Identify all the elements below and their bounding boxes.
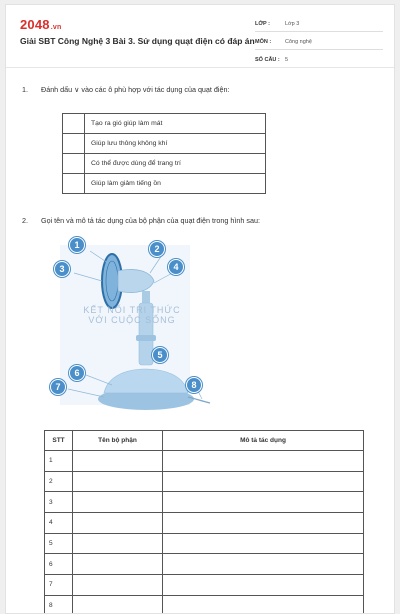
meta-key: LỚP : — [255, 21, 270, 27]
document-title: Giải SBT Công Nghệ 3 Bài 3. Sử dụng quạt điện có đáp án — [20, 36, 255, 46]
row-number: 4 — [45, 513, 73, 534]
table-row — [45, 595, 364, 614]
meta-key: MÔN : — [255, 39, 272, 45]
callout-badge-5: 5 — [152, 347, 168, 363]
table-row — [45, 533, 364, 554]
option-label: Giúp lưu thông không khí — [85, 134, 266, 154]
question-text: Đánh dấu ∨ vào các ô phù hợp với tác dụng của quạt điện: — [41, 85, 230, 94]
part-name-cell[interactable] — [73, 595, 163, 614]
answer-checkbox[interactable] — [63, 174, 85, 194]
part-name-cell[interactable] — [73, 533, 163, 554]
column-header-stt: STT — [45, 431, 73, 451]
checkbox-table — [62, 113, 266, 194]
callout-badge-2: 2 — [149, 241, 165, 257]
callout-badge-7: 7 — [50, 379, 66, 395]
table-row — [45, 513, 364, 534]
option-label: Giúp làm giảm tiếng ồn — [85, 174, 266, 194]
document-meta — [255, 17, 383, 71]
header-divider — [6, 67, 395, 68]
part-name-cell[interactable] — [73, 451, 163, 472]
row-number: 7 — [45, 575, 73, 596]
meta-row-class — [255, 17, 383, 32]
callout-badge-8: 8 — [186, 377, 202, 393]
table-row — [45, 492, 364, 513]
table-row — [45, 451, 364, 472]
description-cell[interactable] — [163, 492, 364, 513]
table-row — [45, 575, 364, 596]
table-row — [63, 134, 266, 154]
meta-value: Công nghệ — [285, 39, 312, 45]
callout-badge-3: 3 — [54, 261, 70, 277]
description-cell[interactable] — [163, 513, 364, 534]
watermark-line: VỚI CUỘC SỐNG — [88, 315, 176, 325]
part-name-cell[interactable] — [73, 554, 163, 575]
option-label: Có thể được dùng để trang trí — [85, 154, 266, 174]
part-name-cell[interactable] — [73, 471, 163, 492]
answer-checkbox[interactable] — [63, 154, 85, 174]
description-cell[interactable] — [163, 575, 364, 596]
table-row — [63, 154, 266, 174]
option-label: Tạo ra gió giúp làm mát — [85, 114, 266, 134]
callout-badge-1: 1 — [69, 237, 85, 253]
description-cell[interactable] — [163, 554, 364, 575]
part-name-cell[interactable] — [73, 575, 163, 596]
question-text: Gọi tên và mô tả tác dụng của bộ phận của quạt điện trong hình sau: — [41, 216, 260, 225]
site-logo[interactable]: 2048.vn — [20, 17, 62, 32]
row-number: 2 — [45, 471, 73, 492]
column-header-description: Mô tả tác dụng — [163, 431, 364, 451]
document-header — [6, 5, 395, 65]
row-number: 8 — [45, 595, 73, 614]
table-row — [63, 114, 266, 134]
meta-value: Lớp 3 — [285, 21, 300, 27]
description-cell[interactable] — [163, 533, 364, 554]
table-row — [45, 554, 364, 575]
answer-checkbox[interactable] — [63, 134, 85, 154]
description-cell[interactable] — [163, 595, 364, 614]
watermark-line: KẾT NỐI TRI THỨC — [83, 305, 181, 315]
question-2 — [22, 216, 260, 225]
row-number: 3 — [45, 492, 73, 513]
row-number: 1 — [45, 451, 73, 472]
answer-checkbox[interactable] — [63, 114, 85, 134]
row-number: 5 — [45, 533, 73, 554]
table-row — [45, 471, 364, 492]
meta-key: SỐ CÂU : — [255, 57, 280, 63]
description-cell[interactable] — [163, 471, 364, 492]
meta-value: 5 — [285, 57, 289, 63]
watermark — [70, 305, 194, 325]
parts-table — [44, 430, 364, 614]
description-cell[interactable] — [163, 451, 364, 472]
question-number: 2. — [22, 216, 28, 225]
table-header-row — [45, 431, 364, 451]
question-number: 1. — [22, 85, 28, 94]
row-number: 6 — [45, 554, 73, 575]
callout-badge-6: 6 — [69, 365, 85, 381]
part-name-cell[interactable] — [73, 513, 163, 534]
question-1 — [22, 85, 230, 94]
column-header-part-name: Tên bộ phận — [73, 431, 163, 451]
meta-row-subject — [255, 35, 383, 50]
part-name-cell[interactable] — [73, 492, 163, 513]
callout-badge-4: 4 — [168, 259, 184, 275]
meta-row-count — [255, 53, 383, 68]
document-page — [5, 4, 395, 614]
table-row — [63, 174, 266, 194]
